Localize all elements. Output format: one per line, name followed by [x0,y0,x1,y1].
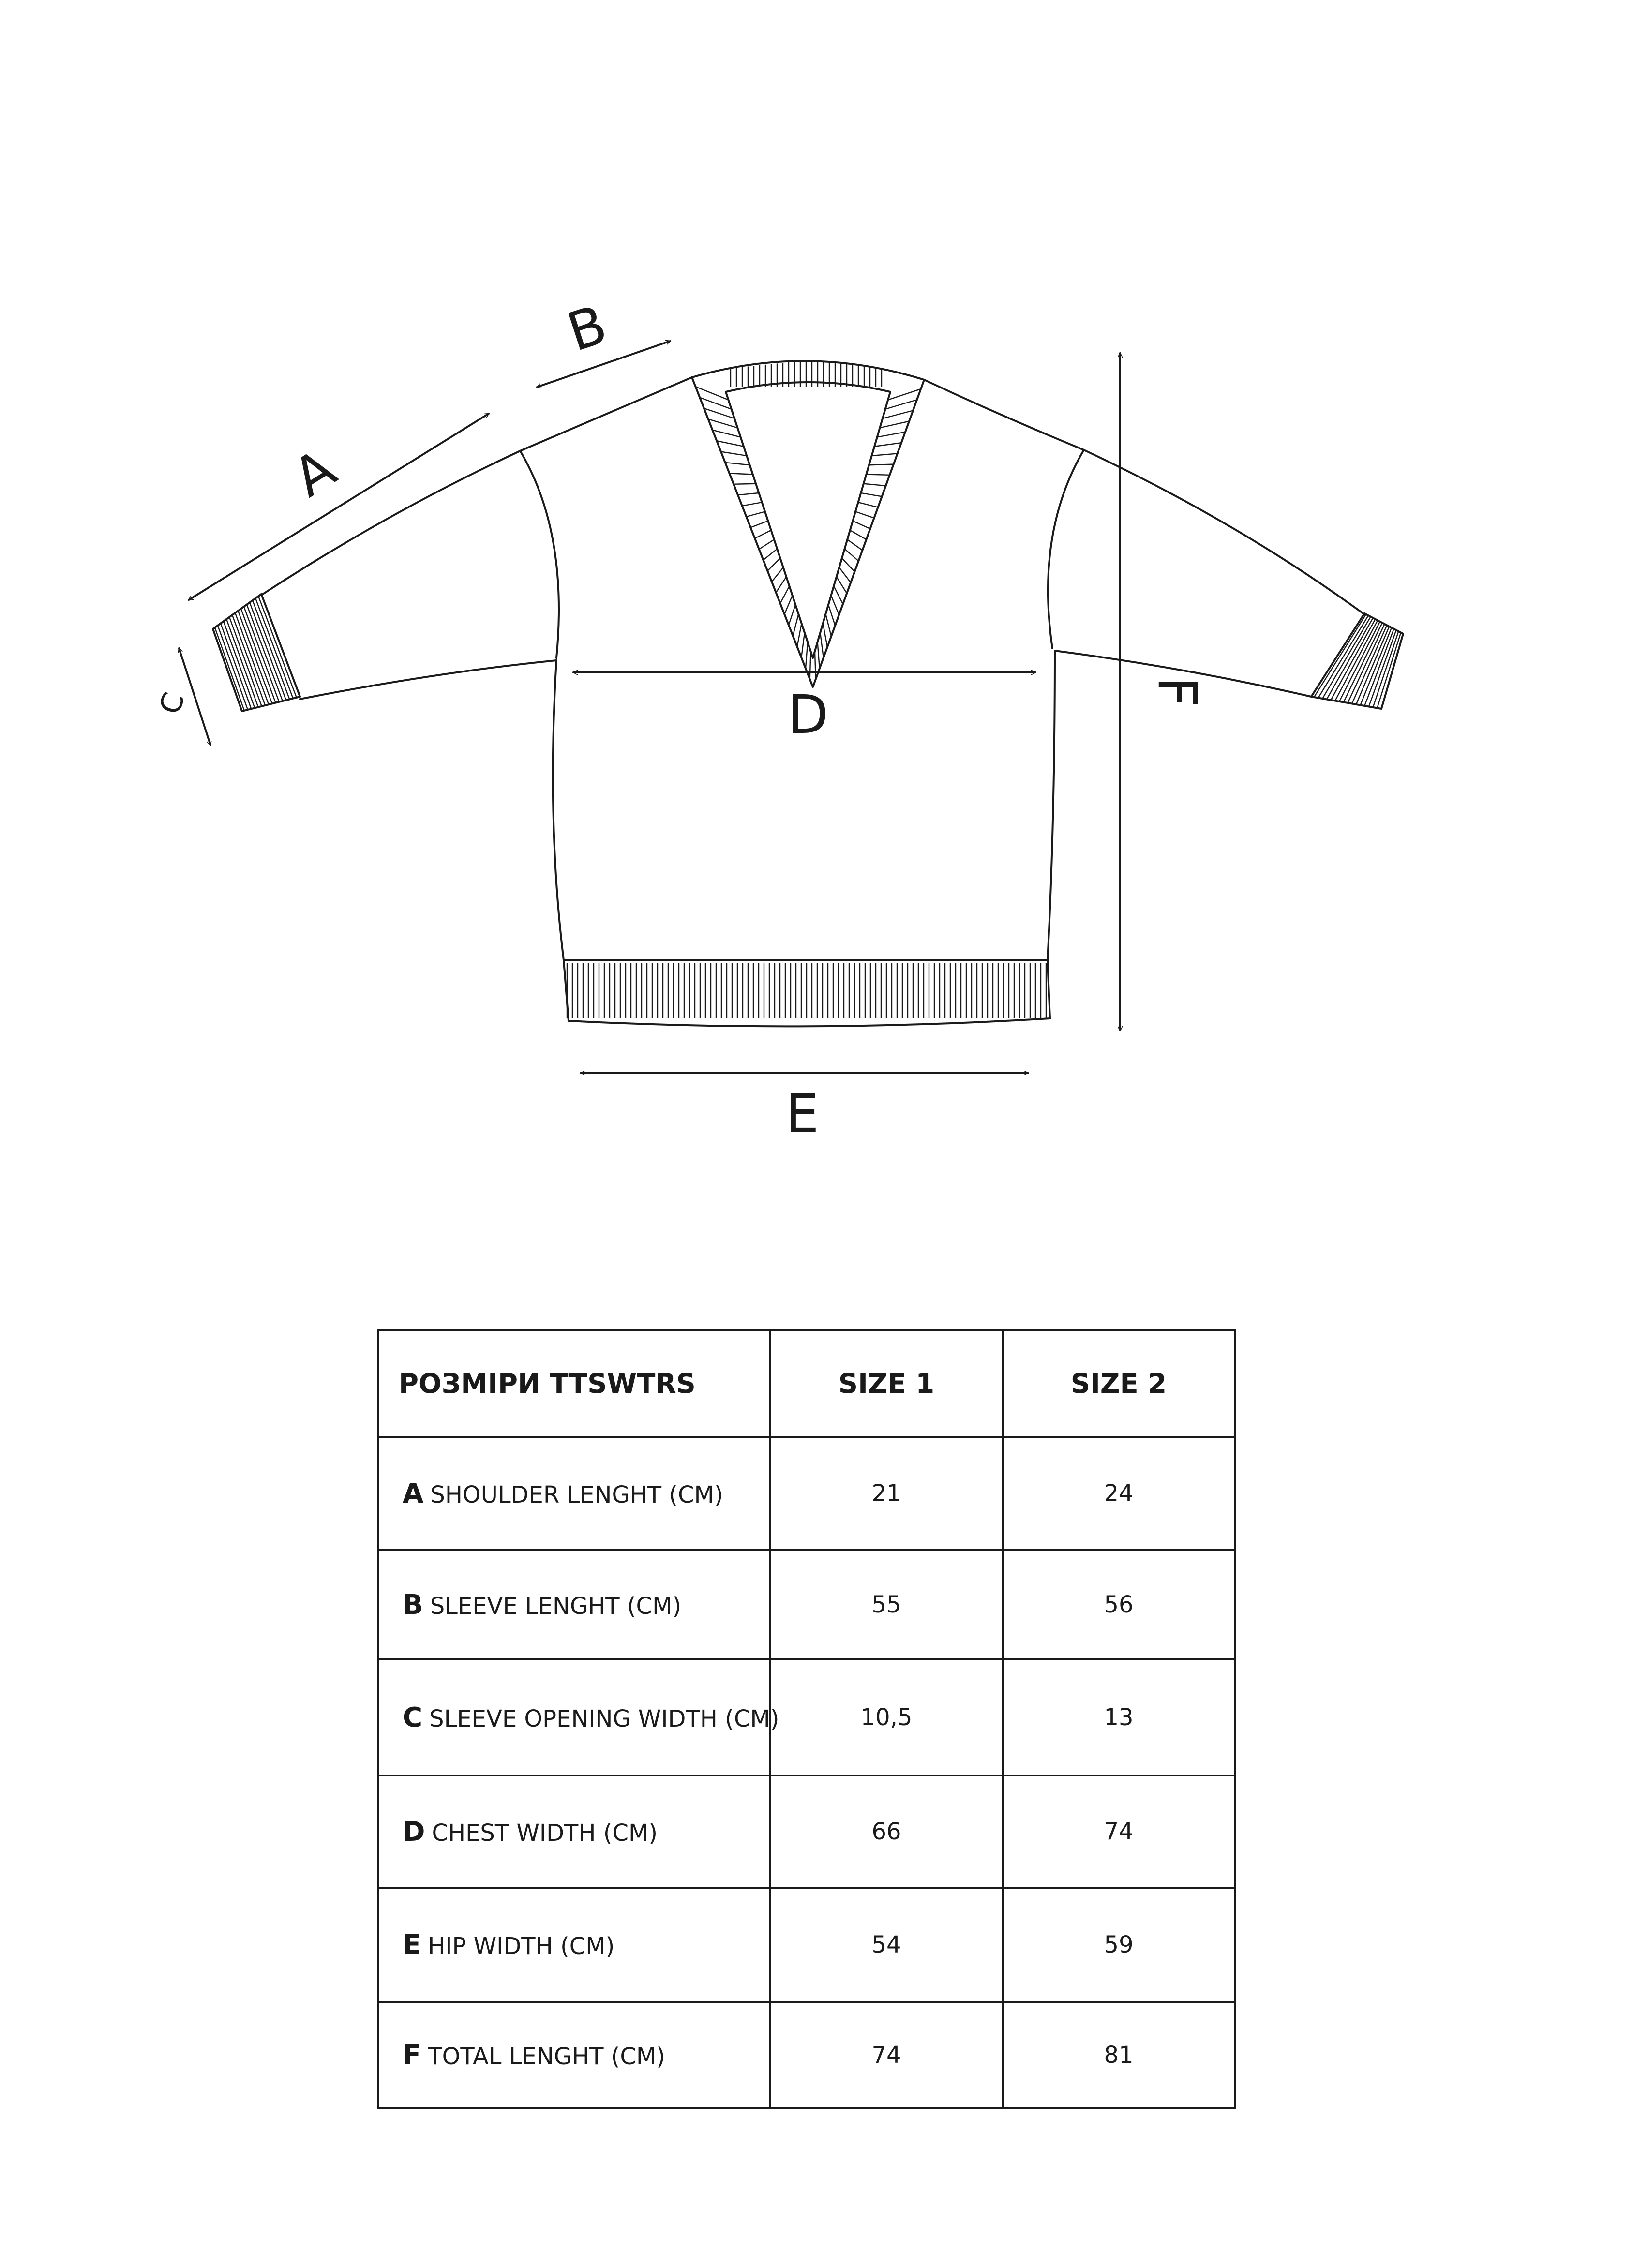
rib-line [877,432,905,437]
rib-line [869,464,894,465]
dimension-c [153,648,210,745]
rib-line [250,602,286,700]
rib-line [708,419,738,428]
rib-line [850,530,867,539]
rib-line [883,411,913,419]
rib-line [885,400,917,409]
rib-line [717,441,744,447]
rib-line [842,558,854,572]
row-label [378,2002,770,2108]
table-header-row [378,1330,1235,1437]
size-1-value: 66 [770,1776,1003,1888]
rib-line [847,539,862,550]
table-row [378,1776,1235,1888]
rib-line [815,651,816,679]
table-row [378,2002,1235,2108]
rib-line [831,596,839,615]
rib-line [747,512,765,517]
row-letter: E [403,1929,421,1961]
rib-line [764,549,778,560]
dimension-e [581,1073,1028,1145]
rib-line [823,624,827,647]
rib-line [750,521,768,528]
table-row [378,1888,1235,2002]
size-2-value: 24 [1003,1437,1235,1550]
rib-line [759,539,774,549]
rib-line [730,473,753,474]
size-1-value: 10,5 [770,1659,1003,1776]
size-2-value: 13 [1003,1659,1235,1776]
row-label-text: TOTAL LENGHT (CM) [428,2043,666,2070]
row-letter: B [403,1589,423,1621]
rib-line [780,586,790,604]
rib-line [1327,618,1373,699]
rib-line [215,627,244,711]
label-b: B [560,293,614,364]
rib-line [825,614,831,636]
row-label [378,1550,770,1659]
rib-line [861,493,882,496]
size-1-value: 74 [770,2002,1003,2108]
row-label [378,1437,770,1550]
rib-line [797,624,802,647]
rib-line [784,596,792,614]
rib-line [767,558,780,571]
rib-line [755,530,771,538]
rib-line [713,430,741,437]
left-cuff [213,594,300,711]
row-label-text: HIP WIDTH (CM) [428,1932,615,1960]
label-d: D [787,684,829,746]
rib-line [793,614,799,636]
dimension-b [537,293,670,387]
size-2-value: 81 [1003,2002,1235,2108]
rib-line [772,567,783,582]
dimension-d [573,672,1035,746]
rib-line [845,549,859,561]
row-label [378,1888,770,2002]
row-letter: C [403,1701,423,1733]
rib-line [810,651,811,679]
rib-line [858,502,878,507]
rib-line [818,642,820,669]
row-letter: F [403,2039,421,2071]
rib-line [839,567,851,582]
row-label-text: SLEEVE OPENING WIDTH (CM) [429,1705,779,1732]
rib-line [888,389,921,400]
row-label-text: SHOULDER LENGHT (CM) [430,1481,723,1508]
rib-line [789,605,795,625]
rib-line [247,605,283,701]
rib-line [880,421,909,428]
row-label [378,1776,770,1888]
rib-line [738,493,759,495]
rib-line [244,607,279,702]
row-letter: A [403,1477,424,1509]
rib-line [801,633,805,657]
size-table [377,1329,1236,2109]
row-label [378,1659,779,1776]
rib-line [806,642,808,669]
label-f: F [1146,676,1208,707]
rib-line [853,521,870,529]
size-1-value: 54 [770,1888,1003,2002]
size-2-value: 59 [1003,1888,1235,2002]
label-c: C [153,688,192,718]
rib-line [742,502,762,506]
rib-line [721,452,747,456]
rib-line [241,609,276,702]
size-2-value: 56 [1003,1550,1235,1659]
table-row [378,1437,1235,1550]
rib-line [872,453,898,456]
size-2-value: 74 [1003,1776,1235,1888]
row-label-text: SLEEVE LENGHT (CM) [430,1592,682,1620]
header-size-2: SIZE 2 [1003,1330,1235,1437]
rib-line [855,512,874,518]
rib-line [834,586,843,604]
right-cuff [1311,613,1403,709]
row-letter: D [403,1816,425,1848]
rib-line [725,463,750,465]
label-a: A [283,437,346,509]
header-title: РОЗМІРИ TTSWTRS [378,1330,770,1437]
v-neck-band [692,360,924,687]
table-row [378,1550,1235,1659]
size-1-value: 21 [770,1437,1003,1550]
label-e: E [785,1083,819,1145]
rib-line [1377,632,1401,708]
table-row [378,1659,1235,1776]
header-size-1: SIZE 1 [770,1330,1003,1437]
dimension-a [189,414,489,600]
rib-line [837,577,847,593]
dimension-f [1120,353,1208,1030]
rib-line [820,633,824,658]
hem-ribbing [567,963,1046,1018]
rib-line [874,443,901,447]
rib-line [1314,614,1366,697]
rib-line [704,408,734,418]
size-1-value: 55 [770,1550,1003,1659]
rib-line [828,605,835,626]
row-label-text: CHEST WIDTH (CM) [432,1819,658,1847]
rib-line [864,484,886,486]
rib-line [776,577,786,593]
